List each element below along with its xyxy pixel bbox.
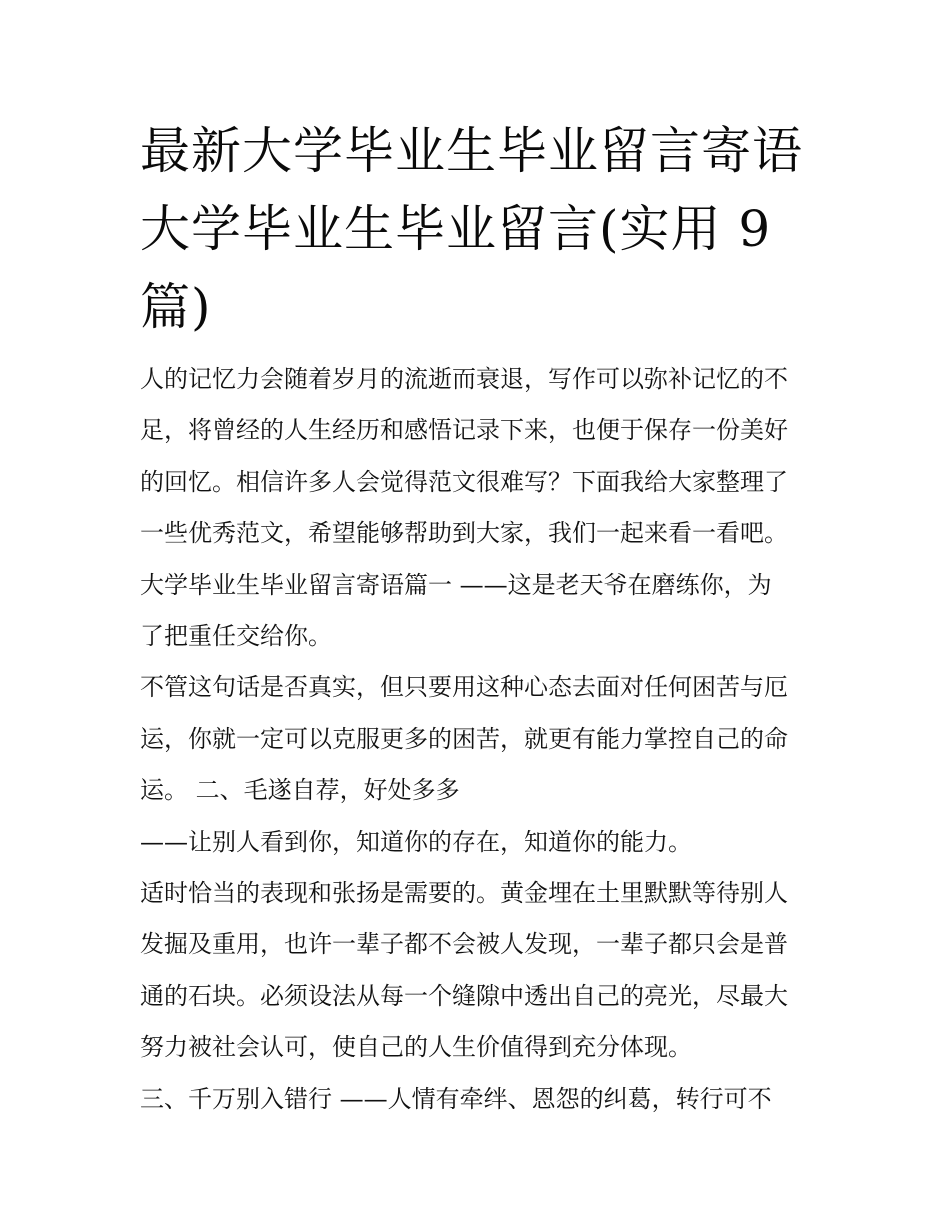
text-line: 足，将曾经的人生经历和感悟记录下来，也便于保存一份美好: [140, 416, 788, 445]
section-one-paragraph: [140, 560, 820, 663]
intro-paragraph: [140, 354, 820, 560]
text-line: 大学毕业生毕业留言寄语篇一 ——这是老天爷在磨练你，为: [140, 570, 772, 599]
text-line: 不管这句话是否真实，但只要用这种心态去面对任何困苦与厄: [140, 673, 788, 702]
title-line: 大学毕业生毕业留言(实用 9: [140, 200, 772, 258]
attitude-paragraph: [140, 662, 820, 816]
text-line: 一些优秀范文，希望能够帮助到大家，我们一起来看一看吧。: [140, 519, 788, 548]
text-line: 的回忆。相信许多人会觉得范文很难写？下面我给大家整理了: [140, 467, 788, 496]
text-line: 运，你就一定可以克服更多的困苦，就更有能力掌控自己的命: [140, 724, 788, 753]
text-line: 适时恰当的表现和张扬是需要的。黄金埋在土里默默等待别人: [140, 879, 788, 908]
document-title: [140, 112, 820, 346]
title-line: 篇): [140, 278, 212, 336]
text-line: 了把重任交给你。: [140, 622, 332, 651]
text-line: ——让别人看到你，知道你的存在，知道你的能力。: [140, 827, 692, 856]
self-recommend-paragraph: [140, 817, 820, 868]
text-line: 三、千万别入错行 ——人情有牵绊、恩怨的纠葛，转行可不: [140, 1084, 772, 1113]
text-line: 人的记忆力会随着岁月的流逝而衰退，写作可以弥补记忆的不: [140, 365, 788, 393]
section-three-paragraph: [140, 1074, 820, 1125]
self-expression-paragraph: [140, 868, 820, 1074]
text-line: 运。 二、毛遂自荐，好处多多: [140, 776, 460, 805]
text-line: 努力被社会认可，使自己的人生价值得到充分体现。: [140, 1033, 692, 1062]
text-line: 发掘及重用，也许一辈子都不会被人发现，一辈子都只会是普: [140, 930, 788, 959]
title-line: 最新大学毕业生毕业留言寄语: [140, 122, 803, 180]
text-line: 通的石块。必须设法从每一个缝隙中透出自己的亮光，尽最大: [140, 981, 788, 1010]
document-body: [140, 354, 820, 1125]
